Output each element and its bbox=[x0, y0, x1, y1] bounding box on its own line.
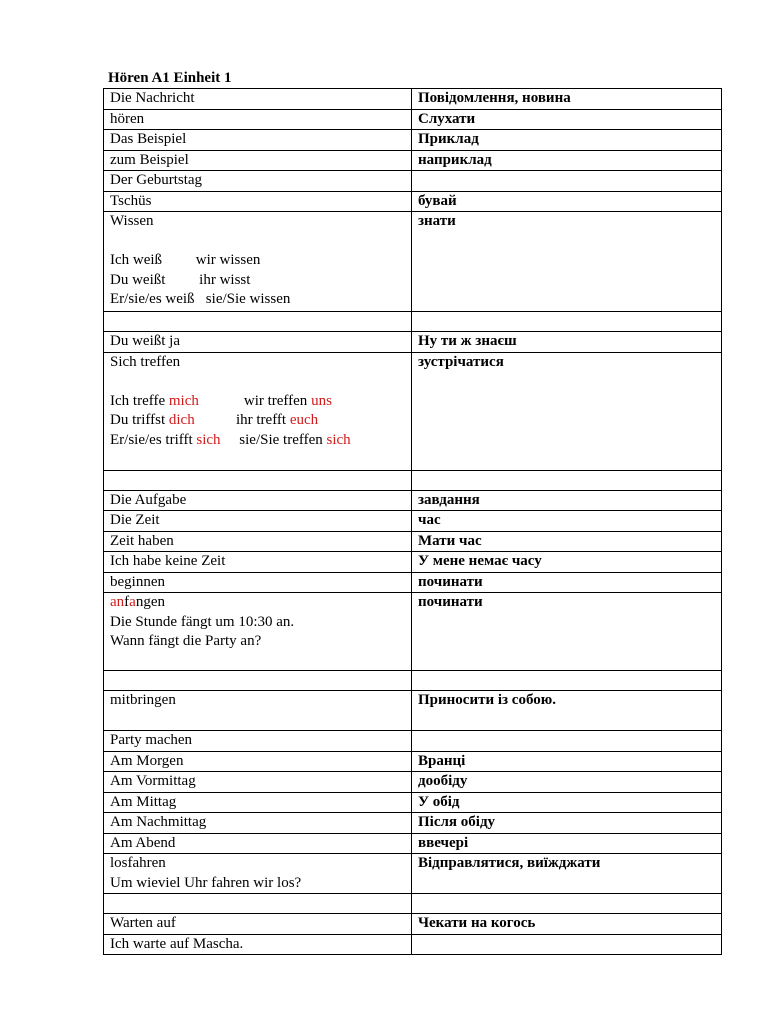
highlighted-text: sich bbox=[326, 431, 351, 448]
german-text-line: Ich warte auf Mascha. bbox=[110, 935, 244, 952]
table-row bbox=[104, 552, 722, 573]
ukrainian-translation-cell bbox=[412, 109, 722, 130]
ukrainian-translation-cell bbox=[412, 813, 722, 834]
ukrainian-translation-cell bbox=[412, 531, 722, 552]
german-text-line: Er/sie/es weiß sie/Sie wissen bbox=[110, 291, 291, 307]
plain-text: f bbox=[124, 594, 130, 610]
german-text-line: Die Zeit bbox=[110, 512, 160, 528]
ukrainian-text-line: У мене немає часу bbox=[418, 553, 542, 569]
table-row bbox=[104, 352, 722, 470]
table-row bbox=[104, 772, 722, 793]
german-text-line: Am Vormittag bbox=[110, 773, 196, 789]
ukrainian-translation-cell bbox=[412, 751, 722, 772]
ukrainian-text-line: Після обіду bbox=[418, 814, 496, 830]
ukrainian-text-line: починати bbox=[418, 573, 483, 590]
german-term-cell bbox=[104, 894, 412, 914]
ukrainian-translation-cell bbox=[412, 552, 722, 573]
german-term-cell bbox=[104, 572, 412, 593]
german-text-line: Ich habe keine Zeit bbox=[110, 553, 226, 569]
german-text-line bbox=[110, 431, 405, 451]
ukrainian-translation-cell bbox=[412, 934, 722, 955]
table-row bbox=[104, 813, 722, 834]
ukrainian-translation-cell bbox=[412, 914, 722, 935]
ukrainian-translation-cell bbox=[412, 191, 722, 212]
ukrainian-text-line: ввечері bbox=[418, 834, 469, 851]
ukrainian-translation-cell bbox=[412, 130, 722, 151]
german-term-cell bbox=[104, 150, 412, 171]
highlighted-text: an bbox=[110, 594, 125, 610]
german-term-cell bbox=[104, 511, 412, 532]
ukrainian-text-line: час bbox=[418, 512, 441, 528]
plain-text: sie/Sie treffen bbox=[220, 431, 327, 448]
german-text-line: Um wieviel Uhr fahren wir los? bbox=[110, 874, 302, 891]
german-text-line: Zeit haben bbox=[110, 532, 174, 549]
german-term-cell bbox=[104, 751, 412, 772]
ukrainian-text-line: У обід bbox=[418, 793, 460, 810]
german-term-cell bbox=[104, 212, 412, 312]
highlighted-text: mich bbox=[168, 392, 199, 409]
table-row bbox=[104, 212, 722, 312]
ukrainian-translation-cell bbox=[412, 352, 722, 470]
highlighted-text: dich bbox=[168, 412, 195, 428]
german-text-line: Der Geburtstag bbox=[110, 172, 203, 188]
german-term-cell bbox=[104, 531, 412, 552]
german-text-line: losfahren bbox=[110, 855, 166, 871]
table-row bbox=[104, 751, 722, 772]
highlighted-text: euch bbox=[289, 412, 319, 428]
ukrainian-translation-cell bbox=[412, 171, 722, 192]
highlighted-text: uns bbox=[311, 392, 332, 409]
german-term-cell bbox=[104, 593, 412, 671]
ukrainian-translation-cell bbox=[412, 312, 722, 332]
german-text-line: Warten auf bbox=[110, 915, 176, 931]
table-row bbox=[104, 894, 722, 914]
plain-text: Ich treffe bbox=[110, 392, 169, 409]
table-row bbox=[104, 130, 722, 151]
plain-text: wir treffen bbox=[198, 392, 312, 409]
table-row bbox=[104, 572, 722, 593]
german-text-line: Die Stunde fängt um 10:30 an. bbox=[110, 613, 295, 630]
german-term-cell bbox=[104, 130, 412, 151]
german-term-cell bbox=[104, 813, 412, 834]
ukrainian-text-line: Вранці bbox=[418, 752, 466, 769]
ukrainian-translation-cell bbox=[412, 854, 722, 894]
table-row bbox=[104, 490, 722, 511]
ukrainian-text-line: Приносити із собою. bbox=[418, 692, 556, 708]
german-text-line: Die Nachricht bbox=[110, 90, 195, 106]
german-term-cell bbox=[104, 312, 412, 332]
german-text-line: hören bbox=[110, 110, 145, 127]
blank-line bbox=[110, 372, 405, 392]
german-text-line: Party machen bbox=[110, 732, 193, 748]
german-term-cell bbox=[104, 914, 412, 935]
ukrainian-translation-cell bbox=[412, 833, 722, 854]
highlighted-text: a bbox=[129, 594, 136, 610]
german-term-cell bbox=[104, 833, 412, 854]
ukrainian-text-line: Чекати на когось bbox=[418, 915, 536, 931]
german-text-line: Am Mittag bbox=[110, 793, 177, 810]
german-text-line: zum Beispiel bbox=[110, 151, 189, 168]
table-row bbox=[104, 934, 722, 955]
ukrainian-text-line: починати bbox=[418, 594, 483, 610]
german-text-line: Ich weiß wir wissen bbox=[110, 252, 261, 268]
vocabulary-table-body bbox=[104, 89, 722, 955]
highlighted-text: sich bbox=[196, 431, 221, 448]
german-text-line: Sich treffen bbox=[110, 353, 181, 370]
ukrainian-translation-cell bbox=[412, 772, 722, 793]
german-term-cell bbox=[104, 671, 412, 691]
ukrainian-text-line: Ну ти ж знаєш bbox=[418, 333, 517, 349]
ukrainian-text-line: Слухати bbox=[418, 110, 476, 127]
ukrainian-translation-cell bbox=[412, 212, 722, 312]
table-row bbox=[104, 150, 722, 171]
table-row bbox=[104, 833, 722, 854]
german-text-line: Am Morgen bbox=[110, 752, 184, 769]
table-row bbox=[104, 691, 722, 731]
german-term-cell bbox=[104, 470, 412, 490]
german-term-cell bbox=[104, 490, 412, 511]
german-text-line: mitbringen bbox=[110, 692, 176, 708]
table-row bbox=[104, 312, 722, 332]
german-term-cell bbox=[104, 731, 412, 752]
plain-text: ihr trefft bbox=[194, 412, 290, 428]
german-text-line: beginnen bbox=[110, 573, 165, 590]
german-term-cell bbox=[104, 934, 412, 955]
blank-line bbox=[110, 232, 405, 252]
german-term-cell bbox=[104, 352, 412, 470]
german-term-cell bbox=[104, 552, 412, 573]
german-term-cell bbox=[104, 171, 412, 192]
german-term-cell bbox=[104, 109, 412, 130]
ukrainian-translation-cell bbox=[412, 470, 722, 490]
table-row bbox=[104, 854, 722, 894]
ukrainian-translation-cell bbox=[412, 671, 722, 691]
ukrainian-text-line: Приклад bbox=[418, 131, 479, 147]
german-text-line bbox=[110, 593, 405, 613]
german-term-cell bbox=[104, 792, 412, 813]
german-term-cell bbox=[104, 854, 412, 894]
ukrainian-translation-cell bbox=[412, 150, 722, 171]
ukrainian-translation-cell bbox=[412, 593, 722, 671]
table-row bbox=[104, 89, 722, 110]
table-row bbox=[104, 332, 722, 353]
ukrainian-text-line: Мати час bbox=[418, 532, 482, 549]
german-text-line: Wann fängt die Party an? bbox=[110, 633, 262, 649]
ukrainian-text-line: наприклад bbox=[418, 151, 492, 168]
german-term-cell bbox=[104, 89, 412, 110]
table-row bbox=[104, 671, 722, 691]
german-term-cell bbox=[104, 691, 412, 731]
german-term-cell bbox=[104, 332, 412, 353]
table-row bbox=[104, 171, 722, 192]
german-text-line bbox=[110, 392, 405, 412]
ukrainian-translation-cell bbox=[412, 792, 722, 813]
ukrainian-text-line: бувай bbox=[418, 192, 457, 209]
ukrainian-text-line: Відправлятися, виїжджати bbox=[418, 855, 601, 871]
table-row bbox=[104, 593, 722, 671]
german-text-line: Die Aufgabe bbox=[110, 491, 187, 508]
german-term-cell bbox=[104, 772, 412, 793]
ukrainian-text-line: Повідомлення, новина bbox=[418, 90, 571, 106]
german-text-line: Du weißt ihr wisst bbox=[110, 271, 251, 288]
table-row bbox=[104, 191, 722, 212]
ukrainian-translation-cell bbox=[412, 731, 722, 752]
table-row bbox=[104, 511, 722, 532]
page-title: Hören A1 Einheit 1 bbox=[108, 70, 232, 86]
ukrainian-translation-cell bbox=[412, 511, 722, 532]
ukrainian-translation-cell bbox=[412, 89, 722, 110]
ukrainian-translation-cell bbox=[412, 894, 722, 914]
table-row bbox=[104, 109, 722, 130]
ukrainian-translation-cell bbox=[412, 332, 722, 353]
german-text-line: Am Abend bbox=[110, 834, 176, 851]
german-text-line: Tschüs bbox=[110, 192, 152, 209]
table-row bbox=[104, 531, 722, 552]
german-text-line: Du weißt ja bbox=[110, 333, 180, 349]
plain-text: Du triffst bbox=[110, 412, 169, 428]
ukrainian-translation-cell bbox=[412, 572, 722, 593]
table-row bbox=[104, 792, 722, 813]
german-text-line bbox=[110, 411, 405, 431]
vocabulary-table bbox=[103, 88, 722, 955]
plain-text: Er/sie/es trifft bbox=[110, 431, 197, 448]
german-text-line: Das Beispiel bbox=[110, 131, 187, 147]
ukrainian-text-line: завдання bbox=[418, 491, 480, 508]
german-term-cell bbox=[104, 191, 412, 212]
german-text-line: Wissen bbox=[110, 213, 154, 229]
ukrainian-text-line: зустрічатися bbox=[418, 353, 504, 370]
table-row bbox=[104, 731, 722, 752]
ukrainian-text-line: знати bbox=[418, 213, 456, 229]
german-text-line: Am Nachmittag bbox=[110, 814, 207, 830]
ukrainian-translation-cell bbox=[412, 490, 722, 511]
plain-text: ngen bbox=[135, 594, 166, 610]
ukrainian-translation-cell bbox=[412, 691, 722, 731]
table-row bbox=[104, 914, 722, 935]
table-row bbox=[104, 470, 722, 490]
ukrainian-text-line: дообіду bbox=[418, 773, 468, 789]
